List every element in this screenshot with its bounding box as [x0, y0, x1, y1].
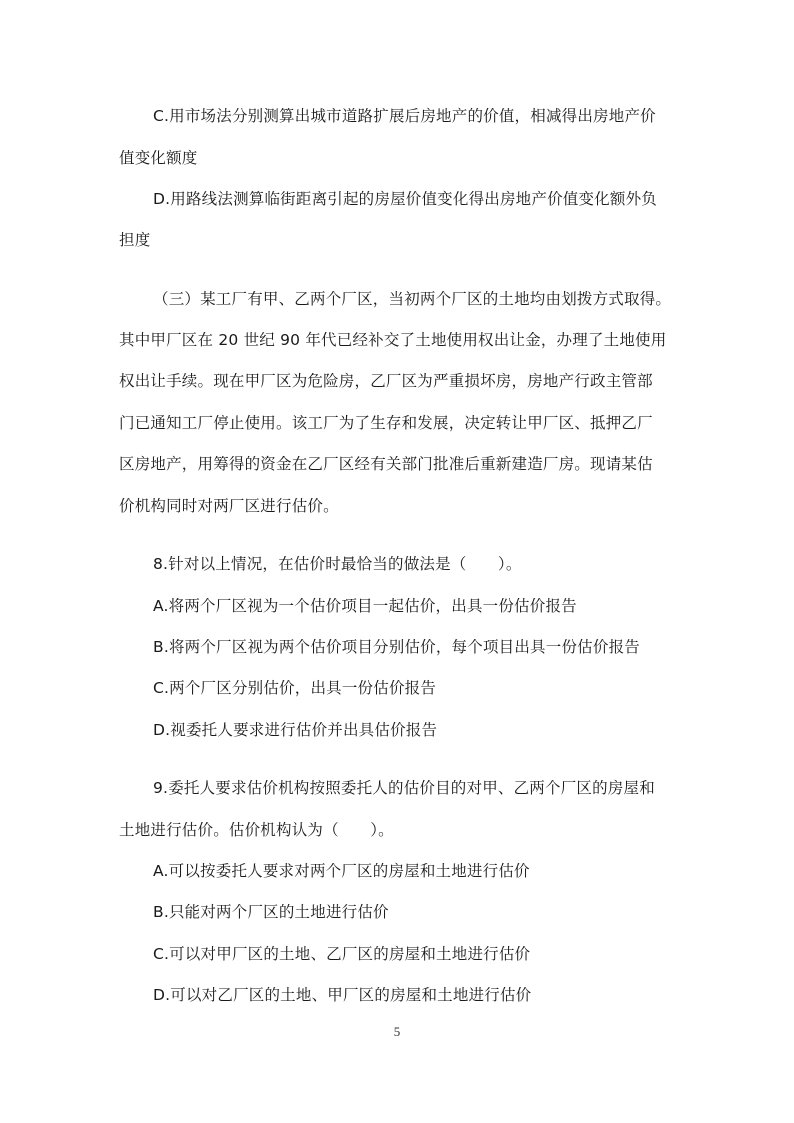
- prev-option-c-line2: 值变化额度: [119, 149, 198, 167]
- question-9-option-b: B.只能对两个厂区的土地进行估价: [153, 903, 389, 921]
- case-three-line: 权出让手续。现在甲厂区为危险房，乙厂区为严重损坏房，房地产行政主管部: [119, 372, 653, 390]
- question-9-stem-line2: 土地进行估价。估价机构认为（ ）。: [119, 821, 394, 839]
- question-8-stem: 8.针对以上情况，在估价时最恰当的做法是（ ）。: [153, 555, 522, 573]
- prev-option-d-line1: D.用路线法测算临街距离引起的房屋价值变化得出房地产价值变化额外负: [153, 190, 657, 208]
- page-number: 5: [393, 1024, 401, 1039]
- question-8-option-c: C.两个厂区分别估价，出具一份估价报告: [153, 679, 437, 697]
- question-8-option-b: B.将两个厂区视为两个估价项目分别估价，每个项目出具一份估价报告: [153, 638, 640, 656]
- case-three-line: 门已通知工厂停止使用。该工厂为了生存和发展，决定转让甲厂区、抵押乙厂: [119, 414, 653, 432]
- case-three-line: （三）某工厂有甲、乙两个厂区，当初两个厂区的土地均由划拨方式取得。: [153, 290, 672, 308]
- case-three-line: 其中甲厂区在 20 世纪 90 年代已经补交了土地使用权出让金，办理了土地使用: [119, 331, 667, 349]
- question-9-option-a: A.可以按委托人要求对两个厂区的房屋和土地进行估价: [153, 862, 530, 880]
- question-8-option-d: D.视委托人要求进行估价并出具估价报告: [153, 721, 438, 739]
- prev-option-d-line2: 担度: [119, 231, 151, 249]
- prev-option-c-line1: C.用市场法分别测算出城市道路扩展后房地产的价值，相减得出房地产价: [153, 107, 656, 125]
- question-9-option-d: D.可以对乙厂区的土地、甲厂区的房屋和土地进行估价: [153, 986, 532, 1004]
- case-three-line: 区房地产，用筹得的资金在乙厂区经有关部门批准后重新建造厂房。现请某估: [119, 455, 653, 473]
- question-9-stem-line1: 9.委托人要求估价机构按照委托人的估价目的对甲、乙两个厂区的房屋和: [153, 779, 655, 797]
- question-9-option-c: C.可以对甲厂区的土地、乙厂区的房屋和土地进行估价: [153, 945, 531, 963]
- case-three-line: 价机构同时对两厂区进行估价。: [119, 497, 339, 515]
- question-8-option-a: A.将两个厂区视为一个估价项目一起估价，出具一份估价报告: [153, 597, 577, 615]
